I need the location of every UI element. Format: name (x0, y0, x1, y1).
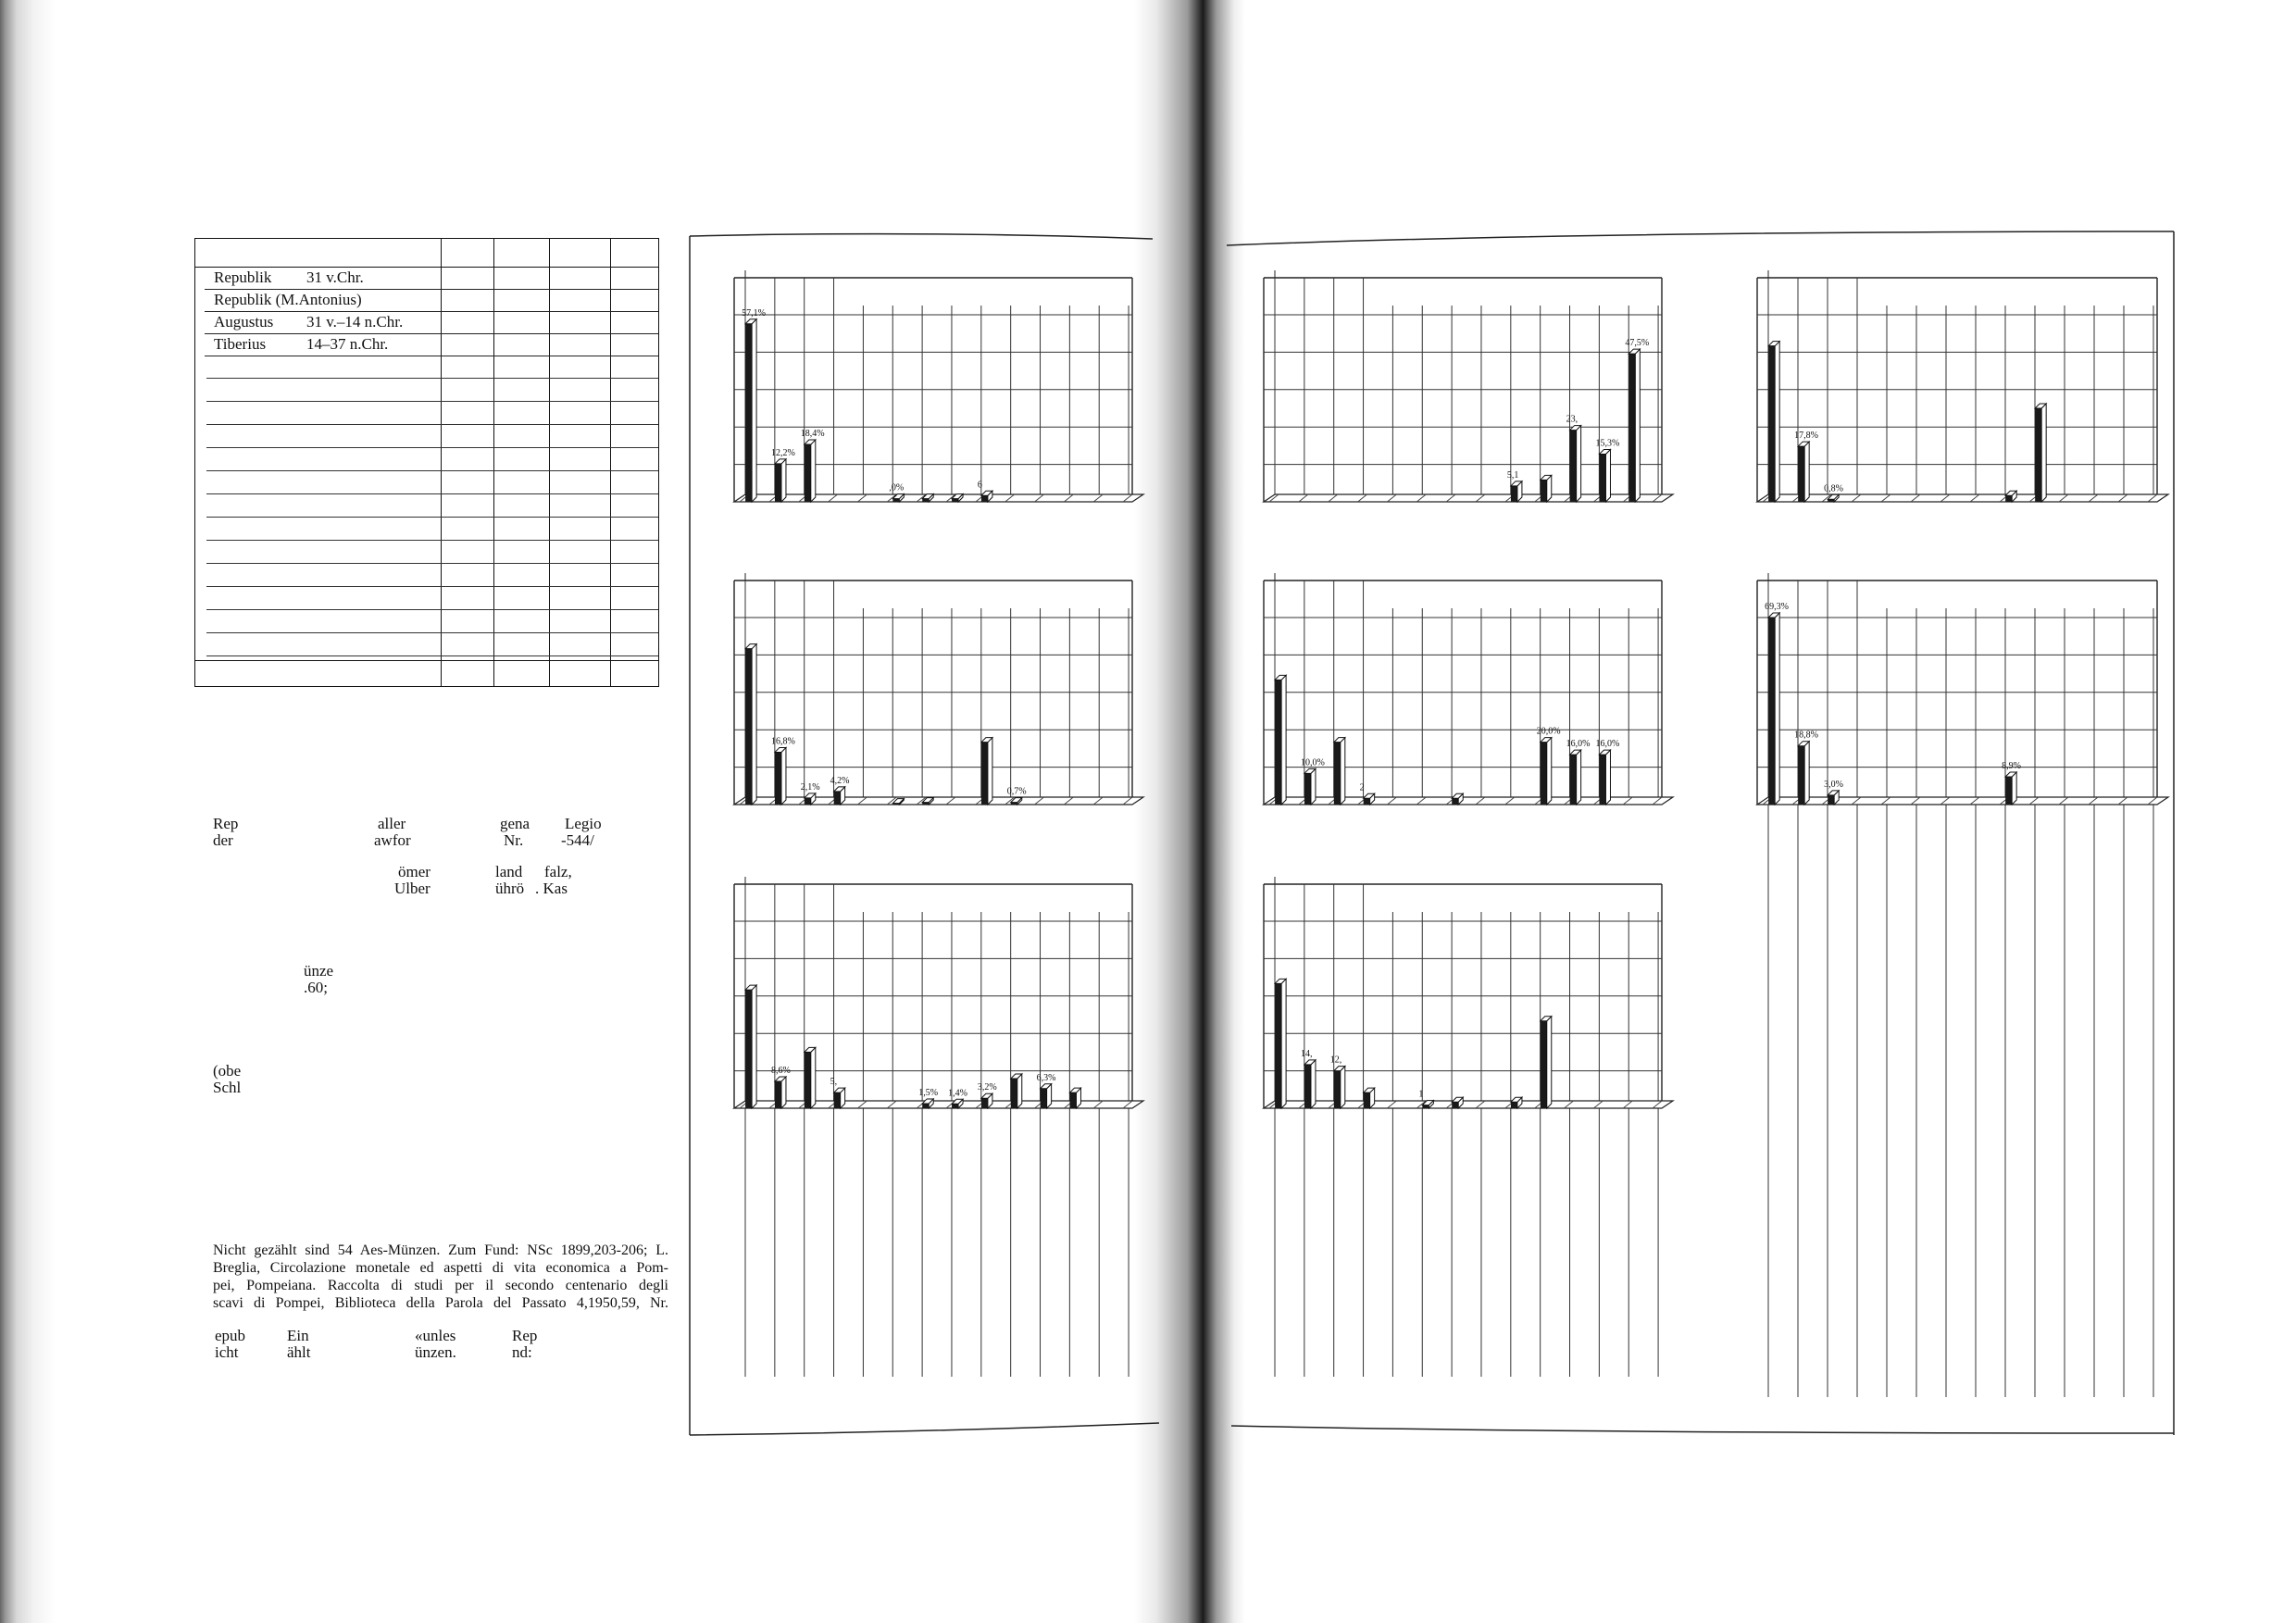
chart-data-label: 3,2% (977, 1082, 997, 1093)
chart-data-label: 18,8% (1794, 730, 1819, 741)
chart-data-label: 16,0% (1566, 739, 1591, 750)
chart-bar (1275, 680, 1281, 805)
chart-bar-side (1311, 1060, 1316, 1108)
chart-bar-side (1547, 1017, 1552, 1108)
text-fragment: epub (215, 1327, 246, 1344)
chart-bar (1599, 454, 1605, 502)
footnote-line: scavi di Pompei, Biblioteca della Parola del Passato 4,1950,59, Nr. (213, 1295, 668, 1311)
table-cell-name: Republik (M.Antonius) (214, 291, 362, 308)
chart-floor (1264, 797, 1673, 805)
chart-data-label: 1,5% (918, 1087, 939, 1098)
chart-bar-side (1341, 1067, 1345, 1108)
chart-data-label: 16,0% (1595, 739, 1620, 750)
chart-bar (952, 1104, 958, 1108)
chart-bar (1511, 1102, 1517, 1108)
chart-bar-side (1804, 442, 1809, 502)
chart-bar (922, 499, 929, 502)
chart-bar-side (1775, 342, 1779, 502)
chart-bar (1452, 1102, 1458, 1108)
chart-data-label: 14, (1300, 1048, 1313, 1059)
chart-bar (1768, 618, 1775, 805)
chart-bar (1304, 1065, 1311, 1108)
chart-bar (2035, 408, 2041, 502)
chart-data-label: 47,5% (1625, 338, 1650, 349)
chart-bar-side (1775, 613, 1779, 805)
chart-bar-side (1577, 426, 1581, 502)
text-fragment: (obe (213, 1062, 242, 1080)
chart-bar-side (781, 747, 786, 805)
chart-bar-side (2012, 772, 2016, 805)
chart-bar (834, 1092, 841, 1108)
chart-data-label: 5, (830, 1077, 838, 1088)
chart-bar (1452, 798, 1458, 805)
footnote-line: Nicht gezählt sind 54 Aes-Münzen. Zum Fund: NSc 1899,203-206; L. (213, 1242, 668, 1258)
chart-bar (805, 798, 811, 805)
text-fragment: nd: (512, 1343, 532, 1361)
chart-data-label: 17,8% (1794, 431, 1819, 442)
table-cell-name: Augustus (214, 313, 274, 331)
chart-data-label: ,0% (889, 482, 905, 493)
chart-data-label: 2,1% (800, 781, 820, 793)
chart-bar (1364, 1092, 1370, 1108)
chart-bar (775, 464, 781, 502)
chart-bar (805, 1052, 811, 1108)
chart-floor (734, 797, 1143, 805)
chart-data-label: 10,0% (1300, 757, 1325, 768)
chart-bar (775, 1081, 781, 1108)
footnote-line: Breglia, Circolazione monetale ed aspetti di vita economica a Pom- (213, 1260, 668, 1276)
chart-data-label: 6,3% (1036, 1072, 1056, 1083)
chart-bar-side (1577, 750, 1581, 805)
chart-bar-side (752, 644, 756, 805)
chart-bar (805, 444, 811, 502)
chart-bar (1364, 798, 1370, 805)
text-fragment: ünzen. (415, 1343, 456, 1361)
chart-data-label: 0,7% (1006, 786, 1027, 797)
chart-bar (981, 495, 988, 502)
chart-bar-side (781, 459, 786, 502)
chart-bar-side (1804, 742, 1809, 805)
chart-bar-side (988, 738, 992, 805)
chart-bar (1511, 486, 1517, 502)
chart-bar (2005, 495, 2012, 502)
chart-bar (1334, 1071, 1341, 1108)
chart-data-label: 6 (977, 480, 982, 491)
chart-bar (1275, 983, 1281, 1108)
text-fragment: Legio (565, 815, 602, 832)
chart-bar (1541, 1021, 1547, 1108)
chart-bar (1599, 755, 1605, 805)
table-cell-name: Republik (214, 268, 272, 286)
chart-bar (981, 743, 988, 805)
chart-bar (1798, 746, 1804, 805)
chart-data-label: 15,3% (1595, 438, 1620, 449)
text-fragment: falz, (544, 863, 572, 880)
chart-bar-side (1341, 738, 1345, 805)
chart-bar-side (1605, 750, 1610, 805)
chart-bar-side (752, 985, 756, 1108)
chart-data-label: 5,1 (1506, 469, 1519, 481)
chart-M1 (1264, 270, 1673, 502)
chart-bar (1828, 795, 1834, 805)
chart-bar (1541, 743, 1547, 805)
text-fragment: ömer (398, 863, 430, 880)
text-fragment: der (213, 831, 233, 849)
text-fragment: aller (378, 815, 406, 832)
chart-bar (1041, 1089, 1047, 1108)
chart-M2 (1264, 573, 1673, 805)
chart-bar (2005, 777, 2012, 805)
chart-data-label: 12, (1329, 1055, 1342, 1066)
chart-bar (1570, 755, 1577, 805)
chart-L3 (734, 877, 1143, 1377)
text-fragment: Rep (512, 1327, 538, 1344)
chart-bar-side (1311, 768, 1316, 805)
text-fragment: land (495, 863, 523, 880)
chart-bar-side (1547, 738, 1552, 805)
chart-bar (1768, 346, 1775, 502)
chart-bar (1541, 480, 1547, 502)
chart-bar (981, 1098, 988, 1108)
chart-bar (892, 499, 899, 502)
chart-floor (734, 1101, 1143, 1108)
text-fragment: awfor (374, 831, 411, 849)
text-fragment: Nr. (504, 831, 524, 849)
chart-data-label: 3,0% (1824, 779, 1844, 790)
chart-bar (1798, 446, 1804, 502)
chart-data-label: 18,4% (800, 429, 825, 440)
chart-L2 (734, 573, 1143, 805)
chart-bar (834, 792, 841, 805)
chart-bar (1304, 773, 1311, 805)
chart-bar-side (1281, 979, 1286, 1108)
chart-bar-side (1281, 675, 1286, 805)
chart-data-label: 4,2% (830, 775, 850, 786)
text-fragment: Schl (213, 1079, 242, 1096)
footnote-line: pei, Pompeiana. Raccolta di studi per il secondo centenario degli (213, 1278, 668, 1293)
text-fragment: Ein (287, 1327, 309, 1344)
chart-floor (734, 494, 1143, 502)
chart-data-label: 8,9% (2002, 761, 2022, 772)
chart-bar (952, 499, 958, 502)
chart-bar (745, 324, 752, 502)
chart-L1 (734, 270, 1143, 502)
text-fragment: icht (215, 1343, 239, 1361)
text-fragment: -544/ (561, 831, 594, 849)
chart-floor (1264, 1101, 1673, 1108)
chart-floor (1757, 494, 2168, 502)
chart-floor (1264, 494, 1673, 502)
chart-bar (1011, 1079, 1017, 1108)
table-cell-date: 14–37 n.Chr. (306, 335, 389, 353)
chart-R2 (1757, 573, 2168, 1397)
chart-R1 (1757, 270, 2168, 502)
chart-bar (745, 990, 752, 1108)
chart-bar-side (1017, 1074, 1022, 1108)
table-cell-name: Tiberius (214, 335, 267, 353)
chart-data-label: 1,4% (948, 1088, 967, 1099)
chart-data-label: 57,1% (742, 307, 766, 318)
chart-bar-side (811, 1047, 816, 1108)
chart-bar-side (752, 319, 756, 502)
text-fragment: ählt (287, 1343, 311, 1361)
chart-bar-side (2041, 404, 2046, 502)
chart-data-label: 69,3% (1765, 602, 1790, 612)
chart-bar (1334, 743, 1341, 805)
text-fragment: .60; (304, 979, 328, 996)
chart-data-label: 1 (1418, 1089, 1424, 1100)
chart-bar (1422, 1105, 1429, 1108)
chart-bar-side (1635, 349, 1640, 502)
chart-data-label: 16,8% (770, 736, 795, 747)
chart-bar-side (811, 440, 816, 502)
text-fragment: Rep (213, 815, 239, 832)
text-fragment: ünze (304, 962, 334, 980)
chart-bar (775, 752, 781, 805)
chart-data-label: 12,2% (770, 447, 795, 458)
chart-bar (745, 649, 752, 805)
chart-bar (1069, 1092, 1076, 1108)
text-fragment: ührö (495, 880, 525, 897)
chart-bar (922, 1104, 929, 1108)
chart-data-label: 23, (1566, 414, 1578, 425)
text-fragment: Ulber (394, 880, 430, 897)
chart-bar (1628, 354, 1635, 502)
chart-data-label: 0,8% (1824, 483, 1844, 494)
chart-bar-side (1605, 449, 1610, 502)
chart-data-label: 20,0% (1536, 726, 1561, 737)
chart-floor (1757, 797, 2168, 805)
text-fragment: gena (500, 815, 530, 832)
chart-data-label: 8,6% (770, 1066, 791, 1077)
text-fragment: «unles (415, 1327, 456, 1344)
table-cell-date: 31 v.–14 n.Chr. (306, 313, 404, 331)
chart-M3 (1264, 877, 1673, 1377)
text-fragment: . Kas (535, 880, 568, 897)
table-cell-date: 31 v.Chr. (306, 268, 364, 286)
chart-data-label: 2 (1359, 782, 1365, 793)
chart-bar (1570, 431, 1577, 502)
chart-bar-side (781, 1077, 786, 1108)
